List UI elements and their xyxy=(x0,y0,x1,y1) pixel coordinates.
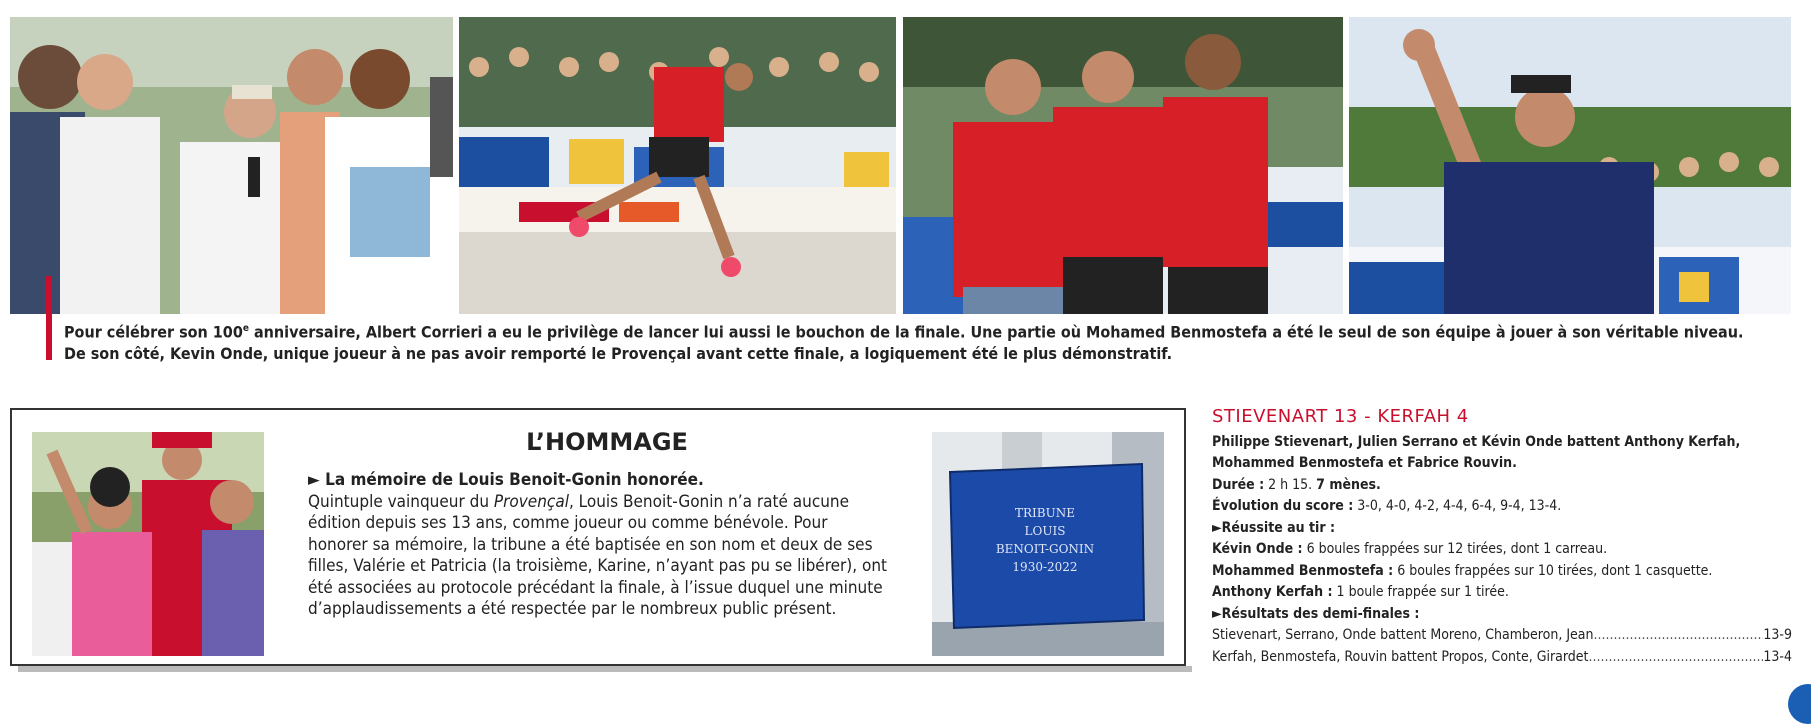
semi-final-row: Kerfah, Benmostefa, Rouvin battent Propos, Conte, Girardet ..... 13-4 xyxy=(1212,647,1792,669)
hommage-box xyxy=(10,408,1186,666)
results-teams-line: Philippe Stievenart, Julien Serrano et Kévin Onde battent Anthony Kerfah, Mohammed Benmostefa et Fabrice Rouvin. xyxy=(1212,433,1741,471)
hommage-lead: ► La mémoire de Louis Benoit-Gonin honorée. xyxy=(308,470,704,490)
results-title: STIEVENART 13 - KERFAH 4 xyxy=(1212,406,1469,427)
photo-kevin-onde xyxy=(1349,17,1791,314)
plaque-line-2: LOUIS xyxy=(1024,524,1066,538)
results-duree: Durée : 2 h 15. 7 mènes. xyxy=(1212,476,1381,493)
hommage-title: L’HOMMAGE xyxy=(526,428,688,456)
shooter-row: Kévin Onde : 6 boules frappées sur 12 tirées, dont 1 carreau. xyxy=(1212,541,1608,557)
photo-applauding-crowd xyxy=(32,432,264,656)
page-corner-marker xyxy=(1788,684,1811,724)
caption-line-2: De son côté, Kevin Onde, unique joueur à ne pas avoir remporté le Provençal avant cette finale, a logiquement été le plus démonstratif. xyxy=(64,344,1173,364)
photo-albert-corrieri xyxy=(10,17,453,314)
results-reussite-heading: ►Réussite au tir : xyxy=(1212,519,1335,536)
caption-accent-bar xyxy=(46,276,52,360)
shooter-row: Mohammed Benmostefa : 6 boules frappées sur 10 tirées, dont 1 casquette. xyxy=(1212,562,1713,579)
plaque-line-4: 1930-2022 xyxy=(1012,560,1078,574)
plaque-line-1: TRIBUNE xyxy=(1015,506,1075,520)
photo-caption xyxy=(64,318,1764,365)
match-results xyxy=(1212,406,1792,668)
results-semis-heading: ►Résultats des demi-finales : xyxy=(1212,605,1420,622)
plaque-line-3: BENOIT-GONIN xyxy=(995,542,1095,556)
results-evolution: Évolution du score : 3-0, 4-0, 4-2, 4-4, 6-4, 9-4, 13-4. xyxy=(1212,498,1562,514)
semi-final-row: Stievenart, Serrano, Onde battent Moreno, Chamberon, Jean ..... 13-9 xyxy=(1212,625,1792,647)
shooter-row: Anthony Kerfah : 1 boule frappée sur 1 tirée. xyxy=(1212,584,1509,600)
caption-line-1: Pour célébrer son 100e anniversaire, Albert Corrieri a eu le privilège de lancer lui aussi le bouchon de la finale. Une partie où Mohamed Benmostefa a été le seul de son équipe à jouer à son véritable niveau. xyxy=(64,322,1744,342)
hommage-text: ► La mémoire de Louis Benoit-Gonin honorée. Quintuple vainqueur du Provençal, Louis Benoit-Gonin n’a raté aucune édition depuis ses 13 ans, comme joueur ou comme bénévole. Pour honorer sa mémoire, la tribune a été baptisée en son nom et deux de ses filles, Valérie et Patricia (la troisième, Karine, n’ayant pas pu se libérer), ont été associées au protocole précédant la finale, à l’issue duquel une minute d’applaudissements a été respectée par le nombreux public présent. xyxy=(308,470,888,619)
photo-player-throwing xyxy=(459,17,896,314)
photo-team-red xyxy=(903,17,1343,314)
photo-tribune-plaque xyxy=(932,432,1164,656)
